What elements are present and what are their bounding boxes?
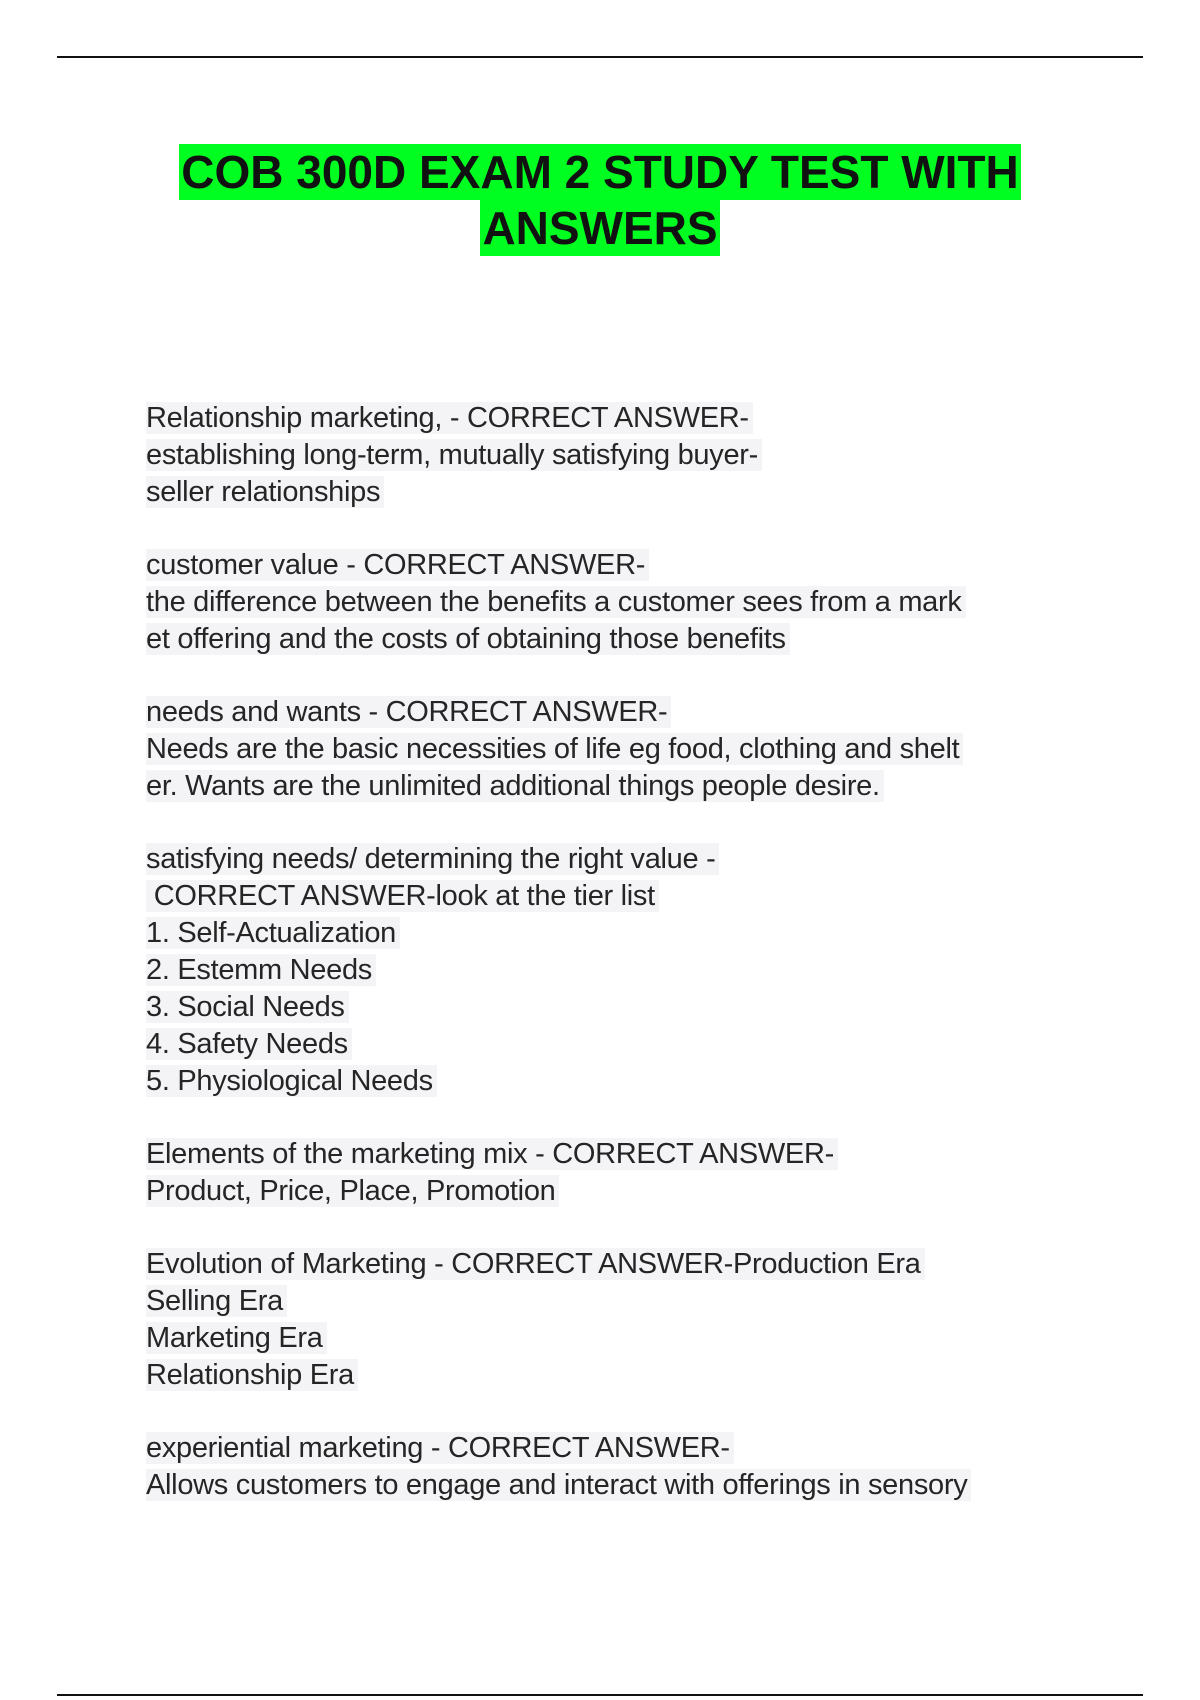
document-title <box>0 144 1200 256</box>
qa-list <box>146 400 1076 1540</box>
qa-entry-evolution-of-marketing <box>146 1246 1076 1394</box>
list-item: 5. Physiological Needs <box>146 1065 437 1097</box>
entry-line: the difference between the benefits a customer sees from a mark <box>146 586 966 618</box>
entry-line: CORRECT ANSWER-look at the tier list <box>146 880 659 912</box>
entry-line: et offering and the costs of obtaining those benefits <box>146 623 790 655</box>
entry-line: er. Wants are the unlimited additional things people desire. <box>146 770 884 802</box>
list-item: 4. Safety Needs <box>146 1028 352 1060</box>
entry-line: Evolution of Marketing - CORRECT ANSWER-Production Era <box>146 1248 925 1280</box>
list-item: 3. Social Needs <box>146 991 349 1023</box>
entry-line: satisfying needs/ determining the right value - <box>146 843 719 875</box>
entry-line: Selling Era <box>146 1285 287 1317</box>
qa-entry-marketing-mix <box>146 1136 1076 1210</box>
qa-entry-customer-value <box>146 547 1076 658</box>
title-line-1: COB 300D EXAM 2 STUDY TEST WITH <box>181 146 1019 198</box>
entry-line: Relationship marketing, - CORRECT ANSWER- <box>146 402 753 434</box>
entry-line: experiential marketing - CORRECT ANSWER- <box>146 1432 734 1464</box>
entry-line: establishing long-term, mutually satisfying buyer- <box>146 439 762 471</box>
entry-line: Marketing Era <box>146 1322 327 1354</box>
entry-line: customer value - CORRECT ANSWER- <box>146 549 649 581</box>
entry-line: Product, Price, Place, Promotion <box>146 1175 559 1207</box>
list-item: 1. Self-Actualization <box>146 917 400 949</box>
top-divider <box>57 56 1143 58</box>
entry-line: Allows customers to engage and interact with offerings in sensory <box>146 1469 971 1501</box>
title-line-2: ANSWERS <box>482 202 718 254</box>
entry-line: Needs are the basic necessities of life eg food, clothing and shelt <box>146 733 963 765</box>
qa-entry-experiential-marketing <box>146 1430 1076 1504</box>
bottom-divider <box>57 1694 1143 1696</box>
entry-line: Relationship Era <box>146 1359 358 1391</box>
entry-line: needs and wants - CORRECT ANSWER- <box>146 696 671 728</box>
list-item: 2. Estemm Needs <box>146 954 376 986</box>
qa-entry-needs-and-wants <box>146 694 1076 805</box>
qa-entry-relationship-marketing <box>146 400 1076 511</box>
entry-line: Elements of the marketing mix - CORRECT ANSWER- <box>146 1138 838 1170</box>
qa-entry-satisfying-needs <box>146 841 1076 1100</box>
entry-line: seller relationships <box>146 476 384 508</box>
